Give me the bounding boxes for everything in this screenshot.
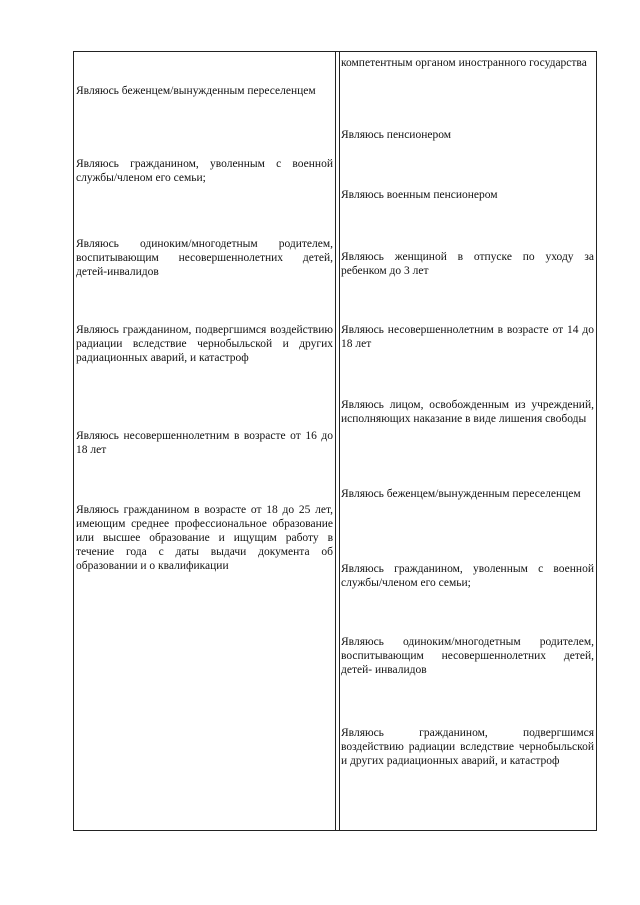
left-cell-3: Являюсь одиноким/многодетным родителем, воспитывающим несовершеннолетних детей, детей-инвалидов (76, 238, 333, 278)
column-divider (335, 52, 340, 830)
right-cell-7: Являюсь беженцем/вынужденным переселенцем (341, 488, 581, 500)
right-cell-5: Являюсь несовершеннолетним в возрасте от 14 до 18 лет (341, 324, 594, 350)
right-cell-2: Являюсь пенсионером (341, 129, 452, 141)
document-table (73, 51, 597, 831)
left-cell-6: Являюсь гражданином в возрасте от 18 до 25 лет, имеющим среднее профессиональное образование или высшее образование и ищущим работу в течение года с даты выдачи документа об образовании и о квалификации (76, 504, 333, 572)
right-cell-10: Являюсь гражданином, подвергшимся воздействию радиации вследствие чернобыльской и других радиационных аварий, и катастроф (341, 727, 594, 767)
right-cell-6: Являюсь лицом, освобожденным из учреждений, исполняющих наказание в виде лишения свободы (341, 399, 594, 425)
left-cell-1: Являюсь беженцем/вынужденным переселенцем (76, 85, 316, 97)
left-cell-2: Являюсь гражданином, уволенным с военной службы/членом его семьи; (76, 158, 333, 184)
right-cell-4: Являюсь женщиной в отпуске по уходу за ребенком до 3 лет (341, 251, 594, 277)
right-column (341, 52, 594, 830)
left-column (76, 52, 333, 830)
right-cell-1: компетентным органом иностранного государства (341, 57, 587, 69)
right-cell-9: Являюсь одиноким/многодетным родителем, воспитывающим несовершеннолетних детей, детей- инвалидов (341, 636, 594, 676)
left-cell-5: Являюсь несовершеннолетним в возрасте от 16 до 18 лет (76, 430, 333, 456)
right-cell-3: Являюсь военным пенсионером (341, 189, 498, 201)
right-cell-8: Являюсь гражданином, уволенным с военной службы/членом его семьи; (341, 563, 594, 589)
left-cell-4: Являюсь гражданином, подвергшимся воздействию радиации вследствие чернобыльской и других радиационных аварий, и катастроф (76, 324, 333, 364)
